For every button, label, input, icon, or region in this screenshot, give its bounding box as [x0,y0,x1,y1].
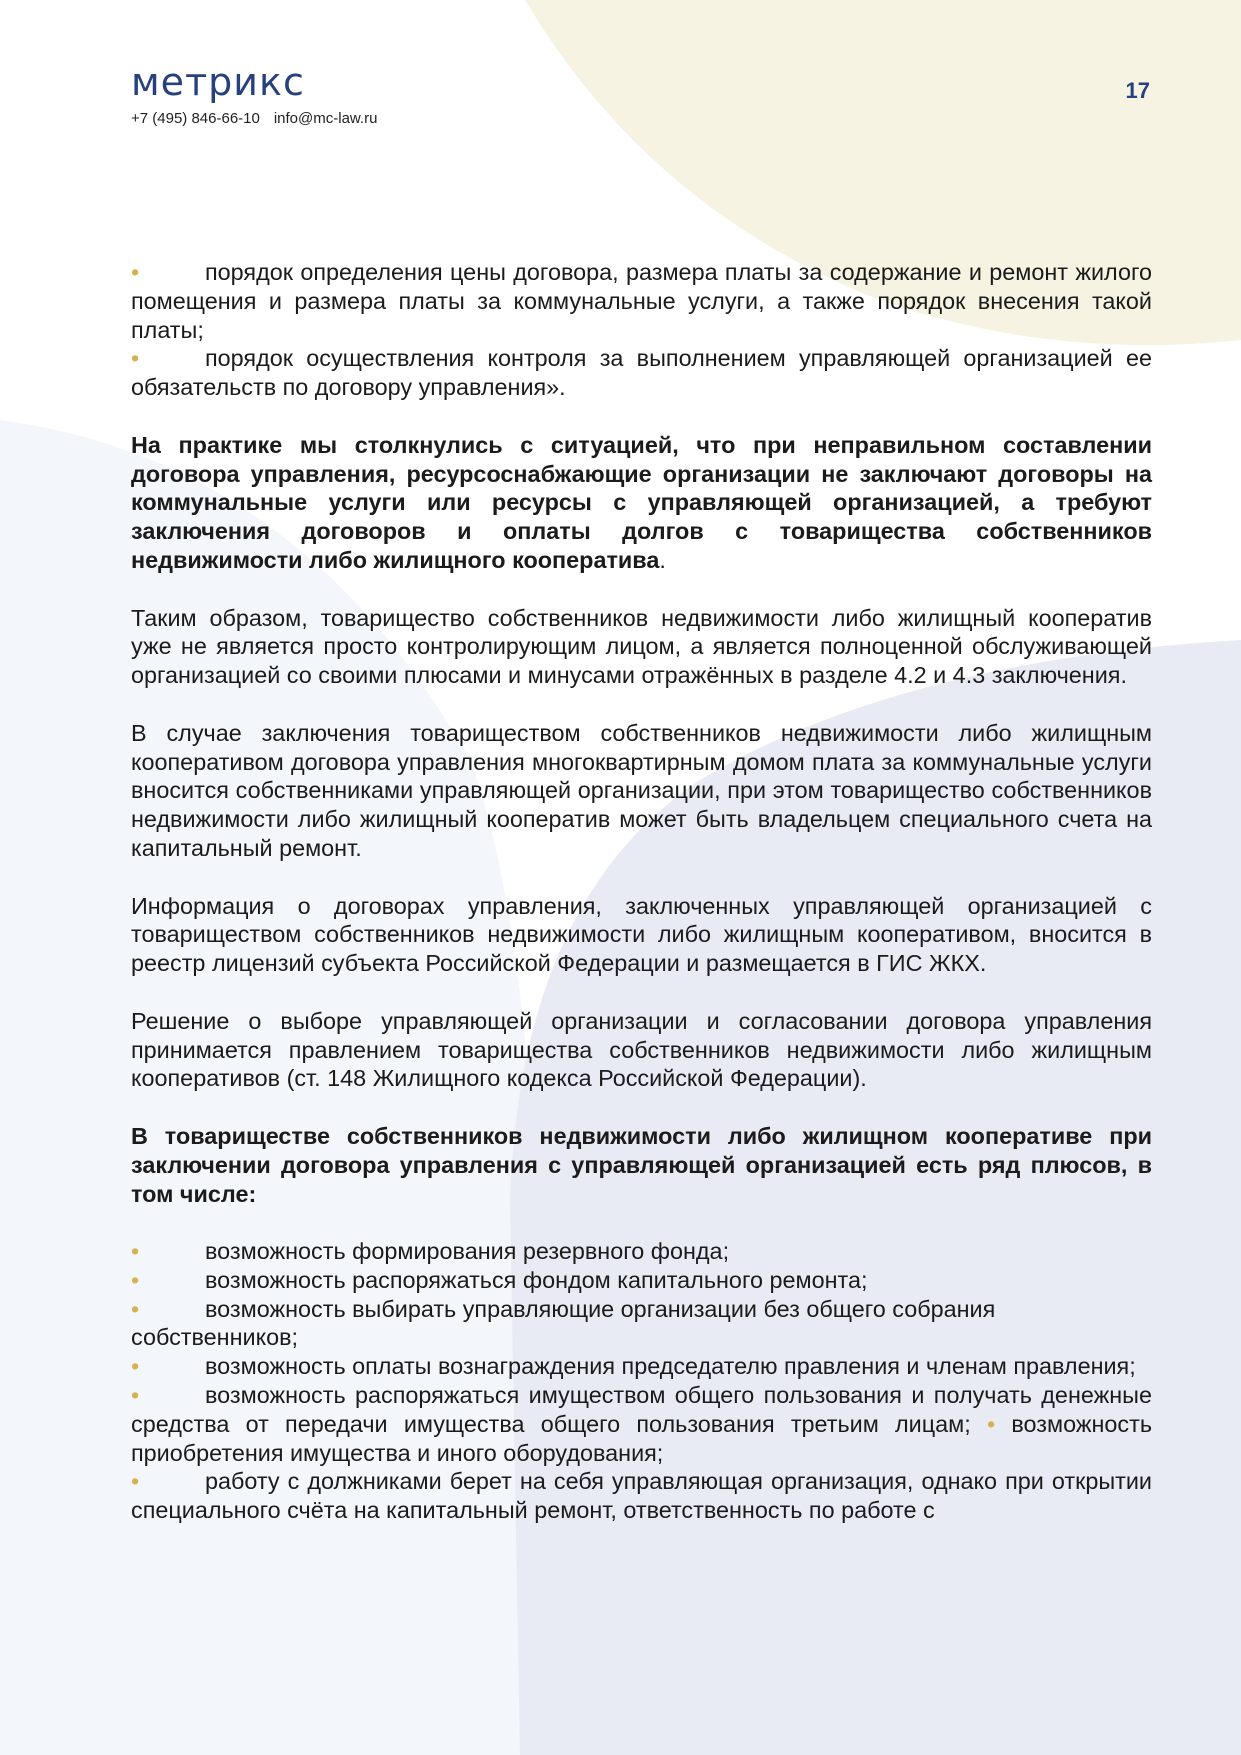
list-item [131,258,1152,344]
contacts [131,110,377,127]
list-item-text: возможность выбирать управляющие организации без общего собрания собственников; [131,1295,996,1351]
bullet-icon: • [986,1410,996,1437]
paragraph-thus: Таким образом, товарищество собственников недвижимости либо жилищный кооператив уже не является просто контролирующим лицом, а является полноценной обслуживающей организацией со своими плюсами и минусами отражённых в разделе 4.2 и 4.3 заключения. [131,604,1152,689]
company-logo: метрикс [131,60,305,104]
list-item [131,1381,1152,1467]
list-item-text: порядок определения цены договора, размера платы за содержание и ремонт жилого помещения и размера платы за коммунальные услуги, а также порядок внесения такой платы; [131,259,1152,343]
pluses-list [131,1237,1152,1525]
phone-number[interactable]: +7 (495) 846-66-10 [131,110,260,127]
list-item-text: работу с должниками берет на себя управляющая организация, однако при открытии специального счёта на капитальный ремонт, ответственность по работе с [131,1468,1152,1524]
bullet-icon: • [131,345,140,372]
list-item [131,1295,1152,1353]
list-item-text: возможность распоряжаться имуществом общего пользования и получать денежные средства от передачи имущества общего пользования третьим лицам; [131,1382,1152,1437]
list-item [131,344,1152,402]
paragraph-case: В случае заключения товариществом собственников недвижимости либо жилищным кооперативом договора управления многоквартирным домом плата за коммунальные услуги вносится собственниками управляющей организации, при этом товарищество собственников недвижимости либо жилищный кооператив может быть владельцем специального счета на капитальный ремонт. [131,719,1152,861]
bullet-icon: • [131,1382,140,1409]
document-body [131,258,1152,1554]
page-number: 17 [1125,78,1150,103]
list-item-text: порядок осуществления контроля за выполнением управляющей организацией ее обязательств по договору управления». [131,345,1152,401]
bullet-icon: • [131,259,140,285]
paragraph-practice-end: . [659,546,666,573]
paragraph-pluses: В товариществе собственников недвижимости либо жилищном кооперативе при заключении договора управления с управляющей организацией есть ряд плюсов, в том числе: [131,1122,1152,1207]
list-item [131,1266,1152,1295]
bullet-icon: • [131,1238,140,1265]
list-item [131,1237,1152,1266]
paragraph-decision: Решение о выборе управляющей организации и согласовании договора управления принимается правлением товарищества собственников недвижимости либо жилищным кооперативов (ст. 148 Жилищного кодекса Российской Федерации). [131,1007,1152,1092]
bullet-icon: • [131,1295,140,1322]
list-item-text: возможность приобретения имущества и иного оборудования; [131,1410,1153,1466]
paragraph-practice-bold: На практике мы столкнулись с ситуацией, что при неправильном составлении договора управления, ресурсоснабжающие организации не заключают договоры на коммунальные услуги или ресурсы с управляющей организацией, а требуют заключения договоров и оплаты долгов с товарищества собственников недвижимости либо жилищного кооператива [131,431,1152,573]
list-item-text: возможность формирования резервного фонда; [205,1238,730,1265]
bullet-icon: • [131,1353,140,1380]
bullet-icon: • [131,1266,140,1293]
paragraph-info: Информация о договорах управления, заключенных управляющей организацией с товариществом собственников недвижимости либо жилищным кооперативом, вносится в реестр лицензий субъекта Российской Федерации и размещается в ГИС ЖКХ. [131,892,1152,977]
header [131,60,377,127]
list-item-text: возможность оплаты вознаграждения председателю правления и членам правления; [205,1353,1136,1380]
bullet-icon: • [131,1468,140,1495]
list-item [131,1467,1152,1525]
contract-terms-list [131,258,1152,402]
paragraph-practice [131,431,1152,575]
list-item [131,1352,1152,1381]
list-item-text: возможность распоряжаться фондом капитального ремонта; [205,1266,868,1293]
email-link[interactable]: info@mc-law.ru [273,110,378,127]
